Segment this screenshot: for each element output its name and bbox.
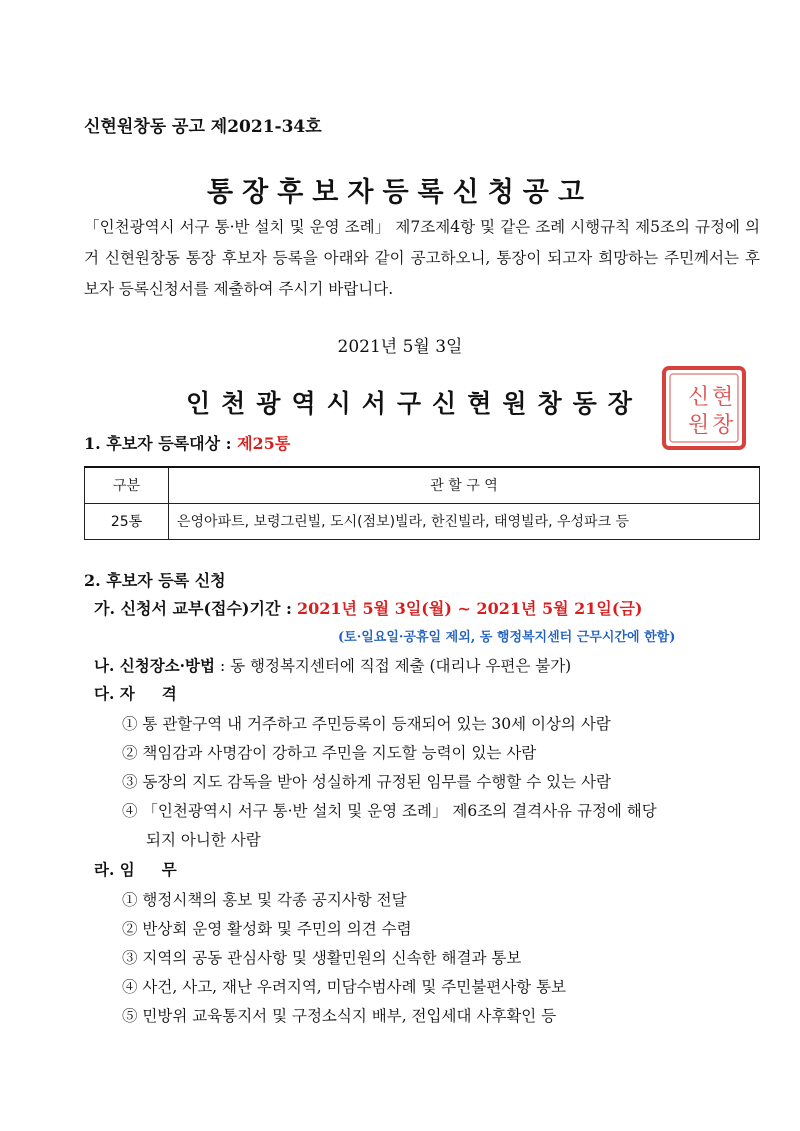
table-header-row: [85, 467, 760, 503]
qualification-item: ② 책임감과 사명감이 강하고 주민을 지도할 능력이 있는 사람: [122, 744, 537, 762]
qualification-item: ④ 「인천광역시 서구 통·반 설치 및 운영 조례」 제6조의 결격사유 규정에 해당: [122, 802, 657, 820]
duty-item: ③ 지역의 공동 관심사항 및 생활민원의 신속한 해결과 통보: [122, 949, 522, 967]
method-value: : 동 행정복지센터에 직접 제출 (대리나 우편은 불가): [219, 657, 572, 675]
qualification-item: ③ 동장의 지도 감독을 받아 성실하게 규정된 임무를 수행할 수 있는 사람: [122, 773, 611, 791]
qualification-item-continuation: 되지 아니한 사람: [146, 831, 261, 849]
document-title: 통장후보자등록신청공고: [207, 177, 593, 208]
table-cell-tong: 25통: [85, 503, 169, 539]
section2-heading: 2. 후보자 등록 신청: [84, 571, 226, 590]
table-header-area: 관 할 구 역: [169, 467, 760, 503]
period-value: 2021년 5월 3일(월) ~ 2021년 5월 21일(금): [296, 599, 643, 618]
section1-heading: [84, 431, 290, 454]
method-line: [94, 654, 571, 676]
table-header-category: 구분: [85, 467, 169, 503]
svg-text:창: 창: [712, 413, 734, 438]
svg-text:신: 신: [688, 385, 710, 410]
period-label: 가. 신청서 교부(접수)기간 :: [94, 599, 292, 618]
intro-paragraph: 「인천광역시 서구 통·반 설치 및 운영 조례」 제7조제4항 및 같은 조례 시행규칙 제5조의 규정에 의거 신현원창동 통장 후보자 등록을 아래와 같이 공고하오니, 통장이 되고자 희망하는 주민께서는 후보자 등록신청서를 제출하여 주시기 바랍니다.: [84, 218, 760, 298]
duty-item: ② 반상회 운영 활성화 및 주민의 의견 수렴: [122, 920, 412, 938]
duty-item: ⑤ 민방위 교육통지서 및 구정소식지 배부, 전입세대 사후확인 등: [122, 1007, 557, 1025]
section1-target: 제25통: [237, 434, 291, 453]
table-cell-areas: 은영아파트, 보령그린빌, 도시(점보)빌라, 한진빌라, 태영빌라, 우성파크 등: [169, 503, 760, 539]
jurisdiction-table: [84, 466, 760, 540]
qualification-heading: 다. 자 격: [94, 684, 177, 703]
duty-heading: 라. 임 무: [94, 860, 177, 879]
issuer-name: 인천광역시서구신현원창동장: [186, 389, 643, 418]
official-seal-stamp: [660, 364, 748, 452]
svg-text:원: 원: [688, 413, 710, 438]
period-note: (토·일요일·공휴일 제외, 동 행정복지센터 근무시간에 한함): [338, 630, 676, 645]
section1-label: 1. 후보자 등록대상 :: [84, 434, 232, 453]
duty-item: ① 행정시책의 홍보 및 각종 공지사항 전달: [122, 891, 407, 909]
method-label: 나. 신청장소·방법: [94, 656, 216, 675]
duty-item: ④ 사건, 사고, 재난 우려지역, 미담수범사례 및 주민불편사항 통보: [122, 978, 567, 996]
notice-date: 2021년 5월 3일: [337, 337, 463, 357]
svg-text:현: 현: [712, 385, 734, 410]
table-row: [85, 503, 760, 539]
period-line: [94, 596, 642, 619]
notice-number: 신현원창동 공고 제2021-34호: [84, 117, 322, 137]
qualification-item: ① 통 관할구역 내 거주하고 주민등록이 등재되어 있는 30세 이상의 사람: [122, 715, 611, 733]
